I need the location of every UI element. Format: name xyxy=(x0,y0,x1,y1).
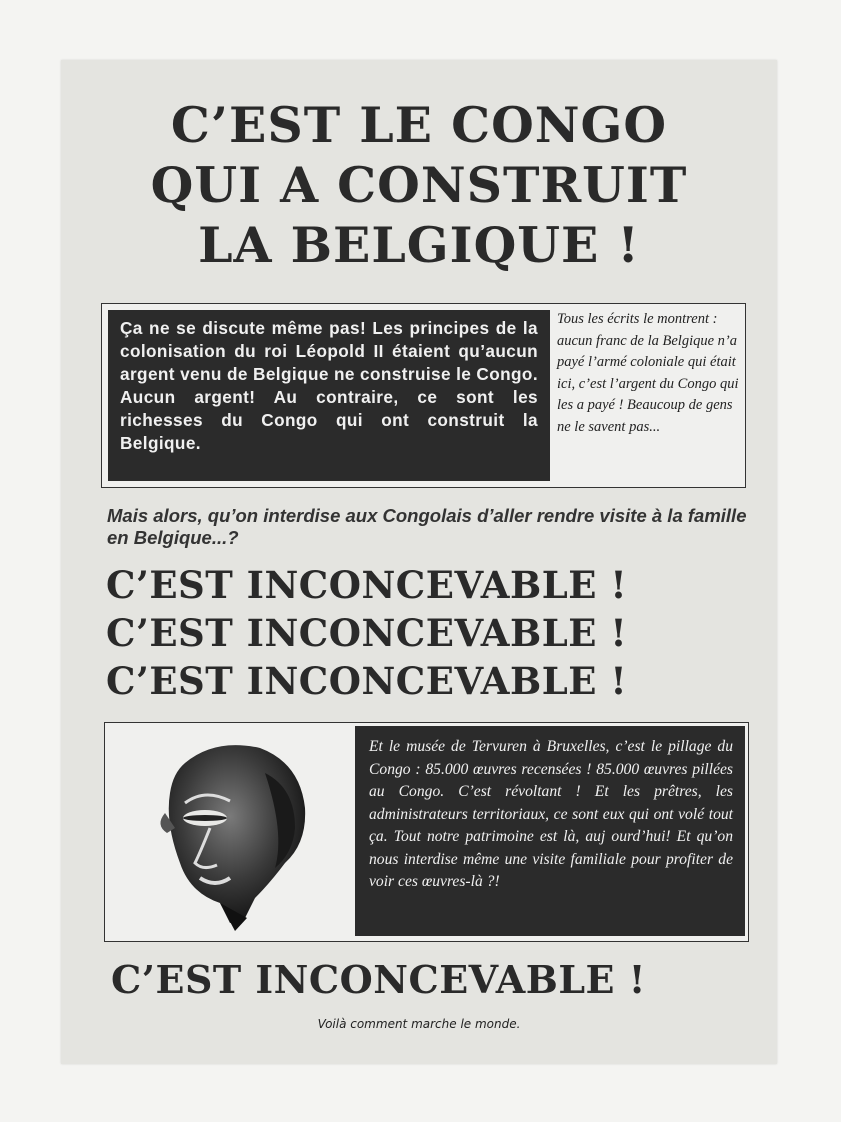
museum-text: Et le musée de Tervuren à Bruxelles, c’est le pillage du Congo : 85.000 œuvres recensées ! 85.000 œuvres pillées au Congo. C’est révoltant ! Et les prêtres, les administrateurs territoriaux, ce sont eux qui ont volé tout ça. Tout notre patrimoine est là, auj ourd’hui! Et qu’on nous interdise même une visite familiale pour profiter de voir ces œuvres-là ?! xyxy=(355,726,745,936)
intro-main-text: Ça ne se discute même pas! Les principes de la colonisation du roi Léopold II étaient qu’aucun argent venu de Belgique ne construise le Congo. Aucun argent! Au contraire, ce sont les richesses du Congo qui ont construit la Belgique. xyxy=(108,310,550,481)
inconcevable-line-1: C’EST INCONCEVABLE ! xyxy=(106,563,628,607)
african-mask-illustration xyxy=(145,733,315,933)
intro-side-text: Tous les écrits le montrent : aucun franc de la Belgique n’a payé l’armé coloniale qui était ici, c’est l’argent du Congo qui les a payé ! Beaucoup de gens ne le savent pas... xyxy=(557,311,739,435)
final-headline: C’EST INCONCEVABLE ! xyxy=(111,957,646,1002)
intro-box xyxy=(101,303,746,488)
poster xyxy=(61,60,777,1064)
inconcevable-line-3: C’EST INCONCEVABLE ! xyxy=(106,659,628,703)
question-text: Mais alors, qu’on interdise aux Congolais d’aller rendre visite à la famille en Belgique...? xyxy=(107,505,747,548)
headline-line-1: C’EST LE CONGO xyxy=(170,96,668,154)
footer-text: Voilà comment marche le monde. xyxy=(317,1017,521,1031)
museum-box xyxy=(104,722,749,942)
headline-line-3: LA BELGIQUE ! xyxy=(198,216,640,274)
headline-line-2: QUI A CONSTRUIT xyxy=(150,156,688,214)
inconcevable-line-2: C’EST INCONCEVABLE ! xyxy=(106,611,628,655)
